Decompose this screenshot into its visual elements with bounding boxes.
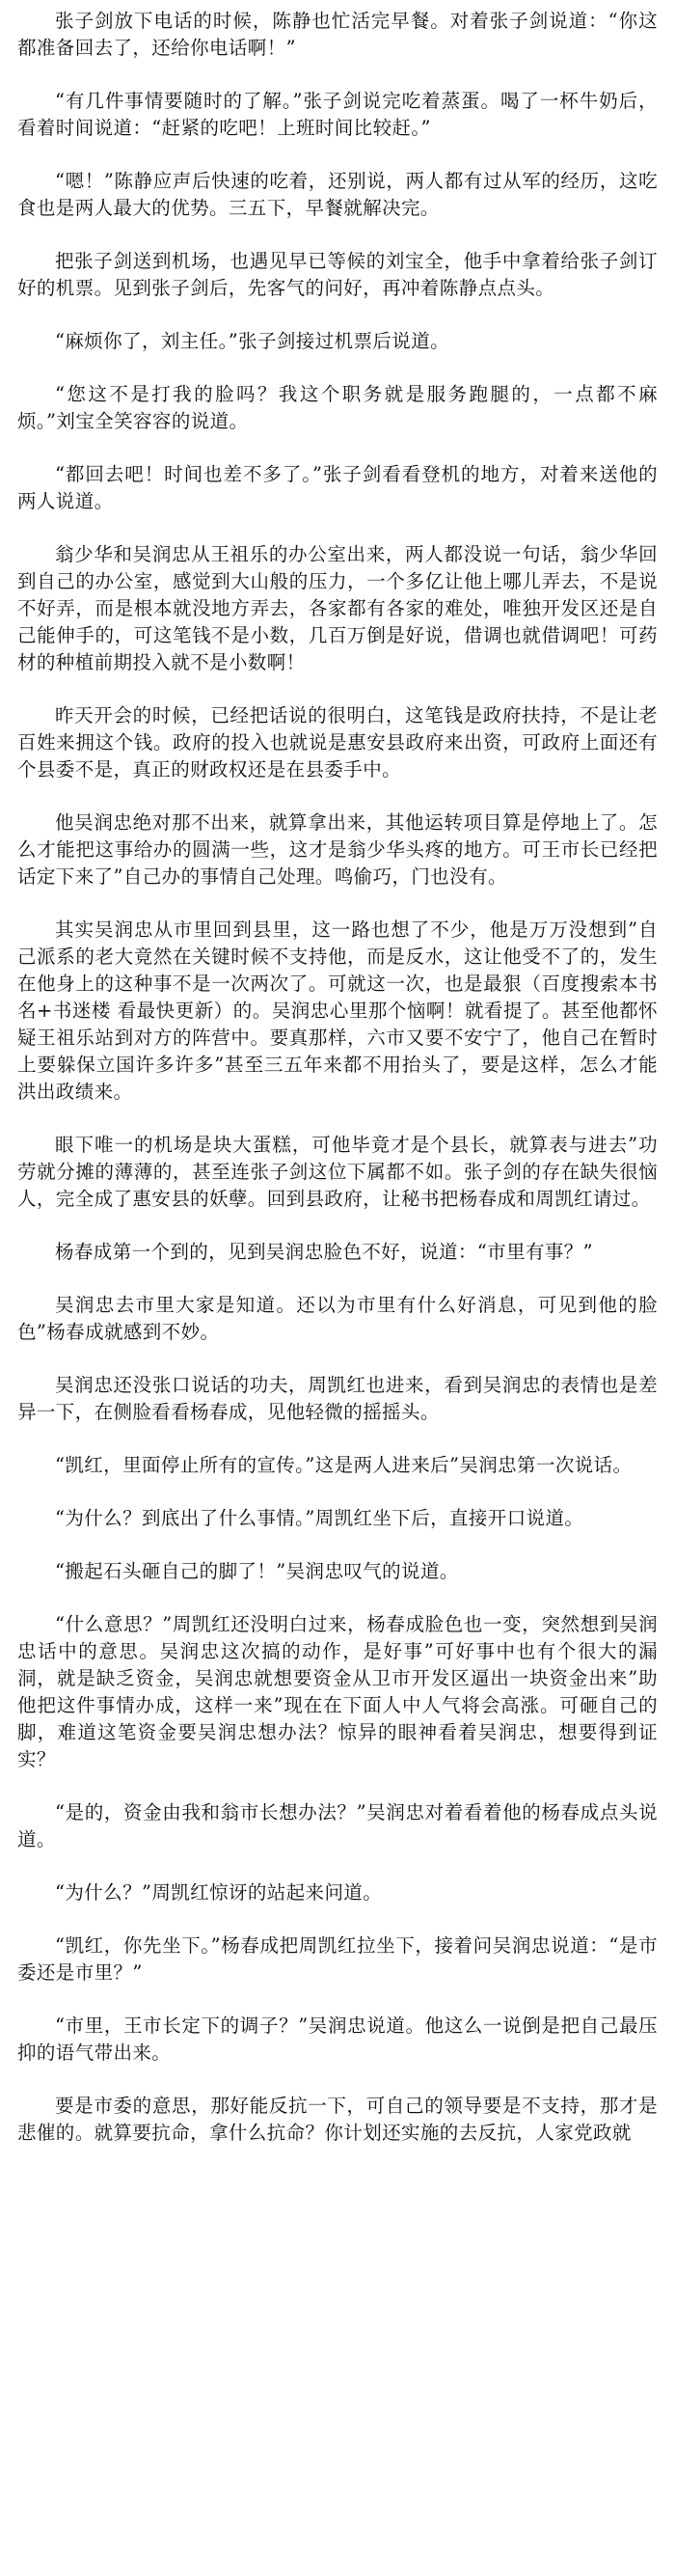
paragraph-24: 要是市委的意思，那好能反抗一下，可自己的领导要是不支持，那才是悲催的。就算要抗命，拿什么抗命？你计划还实施的去反抗，人家党政就 (17, 2095, 658, 2144)
paragraph-9: 昨天开会的时候，已经把话说的很明白，这笔钱是政府扶持，不是让老百姓来拥这个钱。政府的投入也就说是惠安县政府来出资，可政府上面还有个县委不是，真正的财政权还是在县委手中。 (17, 704, 658, 781)
paragraph-17: “为什么？到底出了什么事情。”周凯红坐下后，直接开口说道。 (55, 1507, 584, 1529)
paragraph-19: “什么意思？”周凯红还没明白过来，杨春成脸色也一变，突然想到吴润忠话中的意思。吴润忠这次搞的动作，是好事”可好事中也有个很大的漏洞，就是缺乏资金，吴润忠就想要资金从卫市开发区逼出一块资金出来”助他把这件事情办成，这样一来”现在在下面人中人气将会高涨。可砸自己的脚，难道这笔资金要吴润忠想办法？惊异的眼神看着吴润忠，想要得到证实？ (17, 1613, 658, 1770)
paragraph-23: “市里，王市长定下的调子？”吴润忠说道。他这么一说倒是把自己最压抑的语气带出来。 (17, 2014, 658, 2064)
paragraph-7: “都回去吧！时间也差不多了。”张子剑看看登机的地方，对着来送他的两人说道。 (17, 463, 658, 512)
paragraph-11: 其实吴润忠从市里回到县里，这一路也想了不少，他是万万没想到”自己派系的老大竟然在关键时候不支持他，而是反水，这让他受不了的，发生在他身上的这种事不是一次两次了。可就这一次，也是最狠（百度搜索本书名+书迷楼 看最快更新）的。吴润忠心里那个恼啊！就看提了。甚至他都怀疑王祖乐站到对方的阵营中。要真那样，六市又要不安宁了，他自己在暂时上要躲保立国许多许多”甚至三五年来都不用抬头了，要是这样，怎么才能洪出政绩来。 (17, 918, 658, 1103)
paragraph-20: “是的，资金由我和翁市长想办法？”吴润忠对着看着他的杨春成点头说道。 (17, 1801, 658, 1850)
paragraph-4: 把张子剑送到机场，也遇见早已等候的刘宝全，他手中拿着给张子剑订好的机票。见到张子剑后，先客气的问好，再冲着陈静点点头。 (17, 250, 658, 299)
paragraph-1: 张子剑放下电话的时候，陈静也忙活完早餐。对着张子剑说道：“你这都准备回去了，还给你电话啊！” (17, 10, 658, 59)
paragraph-18: “搬起石头砸自己的脚了！”吴润忠叹气的说道。 (55, 1560, 459, 1582)
paragraph-8: 翁少华和吴润忠从王祖乐的办公室出来，两人都没说一句话，翁少华回到自己的办公室，感觉到大山般的压力，一个多亿让他上哪儿弄去，不是说不好弄，而是根本就没地方弄去，各家都有各家的难处，唯独开发区还是自己能伸手的，可这笔钱不是小数，几百万倒是好说，借调也就借调吧！可药材的种植前期投入就不是小数啊！ (17, 543, 658, 673)
paragraph-14: 吴润忠去市里大家是知道。还以为市里有什么好消息，可见到他的脸色”杨春成就感到不妙。 (17, 1294, 658, 1343)
paragraph-13: 杨春成第一个到的，见到吴润忠脸色不好，说道：“市里有事？” (55, 1241, 594, 1263)
paragraph-22: “凯红，你先坐下。”杨春成把周凯红拉坐下，接着问吴润忠说道：“是市委还是市里？” (17, 1934, 658, 1984)
paragraph-3: “嗯！”陈静应声后快速的吃着，还别说，两人都有过从军的经历，这吃食也是两人最大的优势。三五下，早餐就解决完。 (17, 170, 658, 219)
paragraph-12: 眼下唯一的机场是块大蛋糕，可他毕竟才是个县长，就算表与进去”功劳就分摊的薄薄的，甚至连张子剑这位下属都不如。张子剑的存在缺失很恼人，完全成了惠安县的妖孽。回到县政府，让秘书把杨春成和周凯红请过。 (17, 1134, 658, 1210)
paragraph-10: 他吴润忠绝对那不出来，就算拿出来，其他运转项目算是停地上了。怎么才能把这事给办的圆满一些，这才是翁少华头疼的地方。可王市长已经把话定下来了”自己办的事情自己处理。鸣偷巧，门也没有。 (17, 811, 658, 888)
paragraph-5: “麻烦你了，刘主任。”张子剑接过机票后说道。 (55, 330, 449, 352)
paragraph-6: “您这不是打我的脸吗？我这个职务就是服务跑腿的，一点都不麻烦。”刘宝全笑容容的说道。 (17, 383, 658, 432)
paragraph-2: “有几件事情要随时的了解。”张子剑说完吃着蒸蛋。喝了一杯牛奶后，看着时间说道：“赶紧的吃吧！上班时间比较赶。” (17, 90, 658, 139)
paragraph-15: 吴润忠还没张口说话的功夫，周凯红也进来，看到吴润忠的表情也是差异一下，在侧脸看看杨春成，见他轻微的摇摇头。 (17, 1374, 658, 1423)
paragraph-21: “为什么？”周凯红惊讶的站起来问道。 (55, 1881, 383, 1904)
paragraph-16: “凯红，里面停止所有的宣传。”这是两人进来后”吴润忠第一次说话。 (55, 1454, 633, 1476)
